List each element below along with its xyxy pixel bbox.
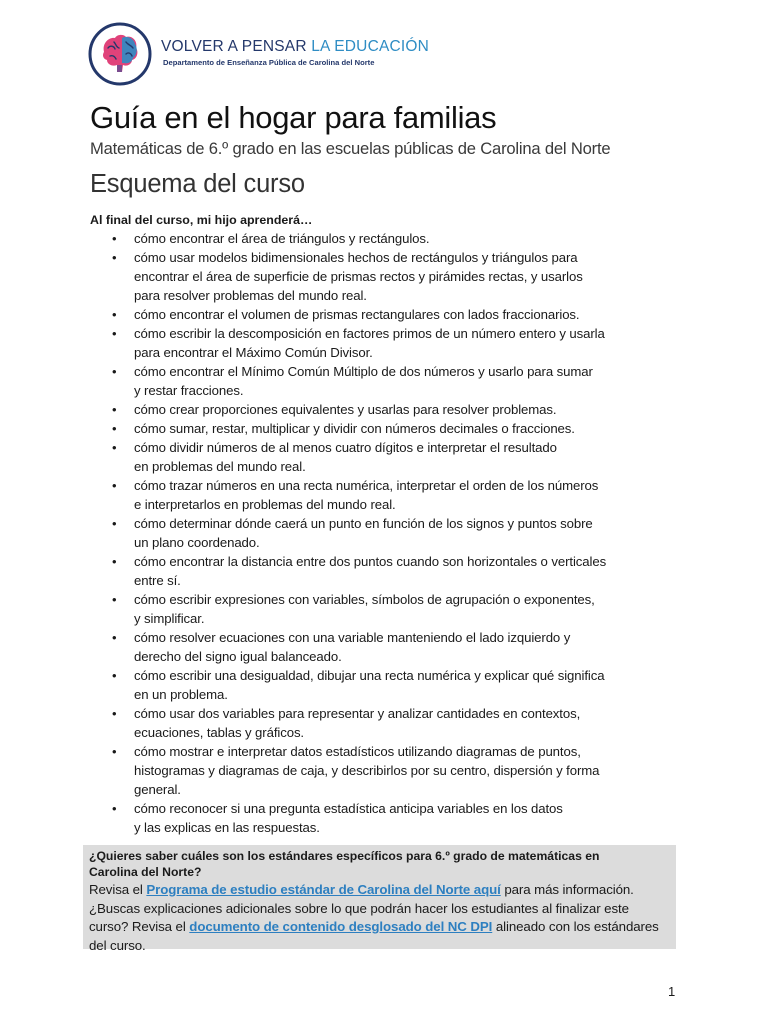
list-item: • cómo mostrar e interpretar datos estadísticos utilizando diagramas de puntos, histogramas y diagramas de caja, y describirlos por su centro, dispersión y forma general. [90, 742, 690, 799]
list-item: • cómo trazar números en una recta numérica, interpretar el orden de los números e interpretarlos en problemas del mundo real. [90, 476, 690, 514]
page-number: 1 [668, 984, 676, 999]
info-box-text: alineado con los estándares del curso. [89, 919, 659, 953]
list-item: • cómo escribir expresiones con variables, símbolos de agrupación o exponentes, y simplificar. [90, 590, 690, 628]
brand-title [161, 38, 429, 56]
list-item: • cómo usar modelos bidimensionales hechos de rectángulos y triángulos para encontrar el área de superficie de prismas rectos y pirámides rectas, y usarlos para resolver problemas del mundo real. [90, 248, 690, 305]
learning-goals-list [90, 229, 690, 837]
page-title: Guía en el hogar para familias [90, 100, 497, 135]
list-item: • cómo usar dos variables para representar y analizar cantidades en contextos, ecuaciones, tablas y gráficos. [90, 704, 690, 742]
list-item: • cómo determinar dónde caerá un punto en función de los signos y puntos sobre un plano coordenado. [90, 514, 690, 552]
brain-in-circle-icon [88, 22, 152, 86]
unpacked-content-link[interactable]: documento de contenido desglosado del NC DPI [189, 919, 493, 934]
info-box-question: ¿Quieres saber cuáles son los estándares específicos para 6.º grado de matemáticas en Carolina del Norte? [89, 849, 600, 879]
list-item: • cómo encontrar el volumen de prismas rectangulares con lados fraccionarios. [90, 305, 690, 324]
section-heading: Esquema del curso [90, 170, 305, 198]
page-subtitle: Matemáticas de 6.º grado en las escuelas públicas de Carolina del Norte [90, 139, 611, 158]
list-item: • cómo encontrar la distancia entre dos puntos cuando son horizontales o verticales entre sí. [90, 552, 690, 590]
info-box-body [89, 881, 670, 955]
list-item: • cómo reconocer si una pregunta estadística anticipa variables en los datos y las explicas en las respuestas. [90, 799, 690, 837]
brand-title-part2: LA EDUCACIÓN [311, 38, 430, 55]
list-item: • cómo crear proporciones equivalentes y usarlas para resolver problemas. [90, 400, 690, 419]
intro-text: Al final del curso, mi hijo aprenderá… [90, 213, 313, 227]
standards-info-box [83, 845, 676, 953]
list-item: • cómo encontrar el Mínimo Común Múltiplo de dos números y usarlo para sumar y restar fracciones. [90, 362, 690, 400]
brand-header [161, 38, 429, 67]
list-item: • cómo escribir la descomposición en factores primos de un número entero y usarla para encontrar el Máximo Común Divisor. [90, 324, 690, 362]
standards-course-link[interactable]: Programa de estudio estándar de Carolina del Norte aquí [146, 882, 501, 897]
info-box-text: para más información. ¿Buscas explicaciones adicionales sobre lo que podrán hacer los estudiantes al finalizar este curso? Revisa el [89, 882, 634, 934]
info-box-text: Revisa el [89, 882, 147, 897]
list-item: • cómo escribir una desigualdad, dibujar una recta numérica y explicar qué significa en un problema. [90, 666, 690, 704]
brand-subtitle: Departamento de Enseñanza Pública de Carolina del Norte [163, 58, 375, 67]
list-item: • cómo dividir números de al menos cuatro dígitos e interpretar el resultado en problemas del mundo real. [90, 438, 690, 476]
list-item: • cómo encontrar el área de triángulos y rectángulos. [90, 229, 690, 248]
list-item: • cómo sumar, restar, multiplicar y dividir con números decimales o fracciones. [90, 419, 690, 438]
brand-title-part1: VOLVER A PENSAR [161, 38, 312, 55]
list-item: • cómo resolver ecuaciones con una variable manteniendo el lado izquierdo y derecho del signo igual balanceado. [90, 628, 690, 666]
